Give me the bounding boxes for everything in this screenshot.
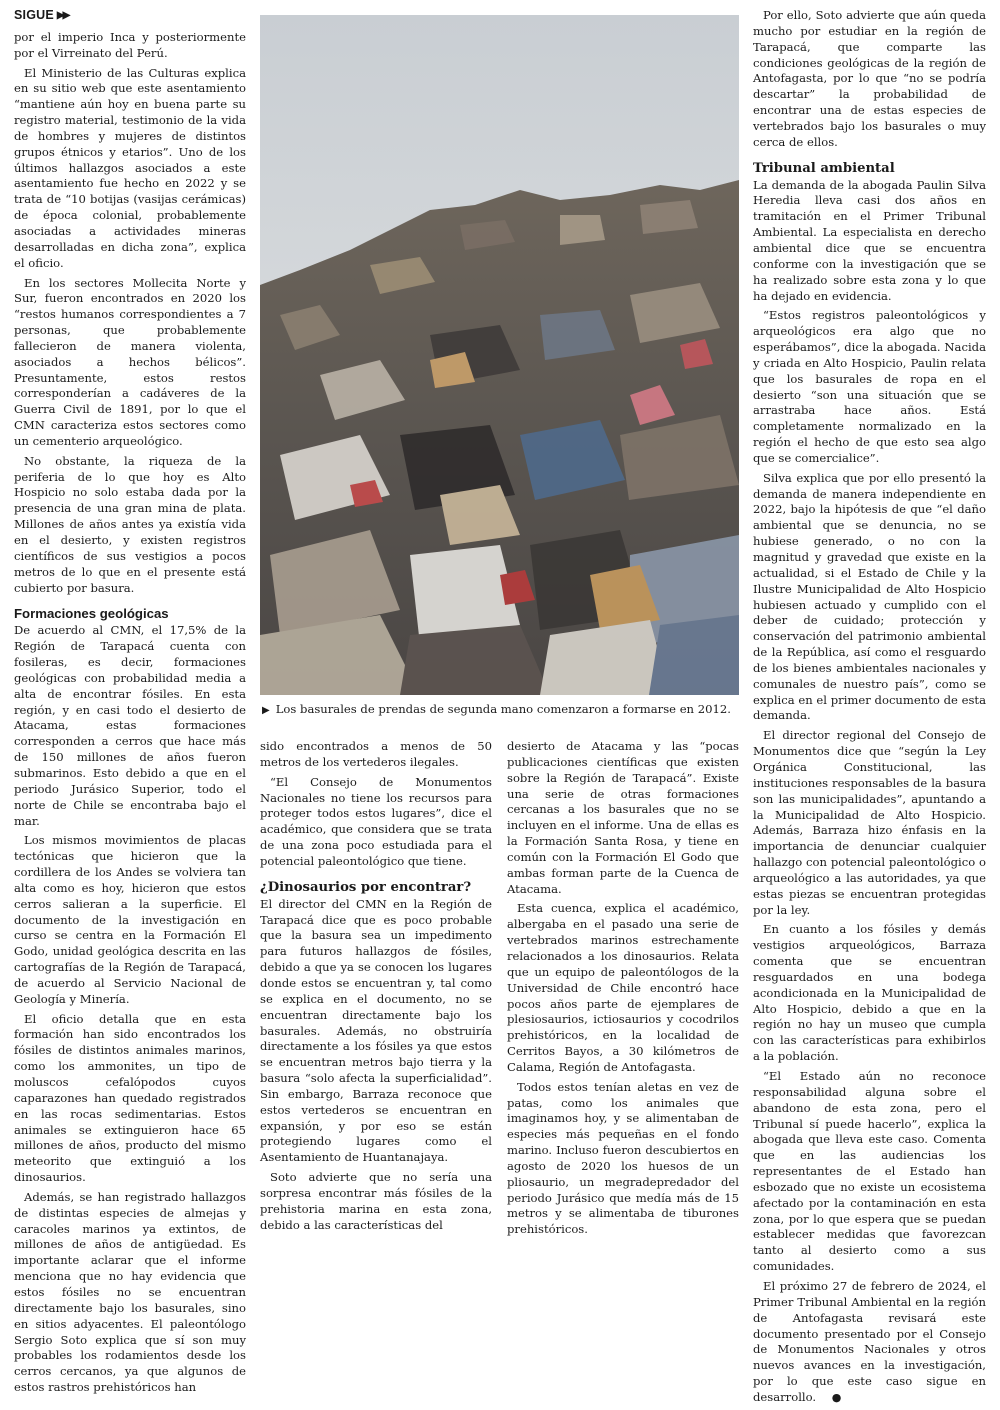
paragraph-text: El próximo 27 de febrero de 2024, el Primer Tribunal Ambiental en la región de Antofagasta revisará este documento presentado por el Consejo de Monumentos Nacionales y otros nuevos avances en la investigación, por lo que este caso sigue en desarrollo. (753, 1278, 986, 1404)
paragraph (753, 1279, 986, 1406)
continued-indicator (14, 8, 246, 24)
paragraph: sido encontrados a menos de 50 metros de los vertederos ilegales. (260, 739, 492, 769)
landfill-photo (260, 15, 739, 695)
caption-text: Los basurales de prendas de segunda mano comenzaron a formarse en 2012. (275, 702, 731, 716)
paragraph: Todos estos tenían aletas en vez de patas, como los animales que imaginamos hoy, y se alimentaban de especies más pequeñas en el fondo marino. Incluso fueron descubiertos en agosto de 2020 los huesos de un pliosaurio, un megradepredador del periodo Jurásico que medía más de 15 metros y se alimentaba de tiburones prehistóricos. (507, 1079, 739, 1237)
paragraph: Por ello, Soto advierte que aún queda mucho por estudiar en la región de Tarapacá, que comparte las condiciones geológicas de la región de Antofagasta, por lo que “no se podría descartar” la probabilidad de encontrar una de estas especies de vertebrados bajo los basurales o muy cerca de ellos. (753, 8, 986, 149)
article-column-2 (260, 739, 492, 1237)
double-arrow-icon: ▶▶ (56, 10, 69, 21)
paragraph: Los mismos movimientos de placas tectónicas que hicieron que la cordillera de los Andes se volviera tan alta como es hoy, hicieron que estos cerros salieran a la superficie. El documento de la investigación en curso se centra en la Formación El Godo, unidad geológica descrita en las cartografías de la Región de Tarapacá, de acuerdo al Servicio Nacional de Geología y Minería. (14, 833, 246, 1006)
end-of-article-icon: ● (831, 1390, 842, 1404)
paragraph: El director del CMN en la Región de Tarapacá dice que es poco probable que la basura sea un impedimento para futuros hallazgos de fósiles, debido a que ya se conocen los lugares donde estos se encuentran y, tal como se explica en el documento, no se encuentran directamente bajo los basurales. Además, no obstruiría directamente a los fósiles ya que estos se encuentran metros bajo tierra y la basura “solo afecta la superficialidad”. Sin embargo, Barraza reconoce que estos vertederos se encuentran en expansión, y por eso se están protegiendo lugares como el Asentamiento de Huantanajaya. (260, 896, 492, 1165)
article-column-4 (753, 8, 986, 1410)
photo-caption (262, 702, 739, 718)
section-heading-formaciones: Formaciones geológicas (14, 606, 169, 622)
paragraph: desierto de Atacama y las “pocas publicaciones científicas que existen sobre la Región de Tarapacá”. Existe una serie de otras formaciones cercanas a los basurales que no se incluyen en el informe. Una de ellas es la Formación Santa Rosa, y tiene en común con la Formación El Godo que ambas forman parte de la Cuenca de Atacama. (507, 739, 739, 896)
paragraph: La demanda de la abogada Paulin Silva Heredia lleva casi dos años en tramitación en el Primer Tribunal Ambiental. La especialista en derecho ambiental dice que se encuentra conforme con la investigación que se ha realizado sobre esta zona y lo que ha dejado en evidencia. (753, 177, 986, 303)
caption-marker-icon: ▶ (262, 705, 270, 716)
article-column-1 (14, 8, 246, 1400)
paragraph: Soto advierte que no sería una sorpresa encontrar más fósiles de la prehistoria marina en esta zona, debido a las características del (260, 1170, 492, 1232)
paragraph: No obstante, la riqueza de la periferia de lo que hoy es Alto Hospicio no solo estaba dada por la presencia de una gran mina de plata. Millones de años antes ya existía vida en el desierto, y existen registros científicos de sus vestigios a pocos metros de lo que en el presente está cubierto por basura. (14, 453, 246, 595)
paragraph: De acuerdo al CMN, el 17,5% de la Región de Tarapacá cuenta con fosileras, es decir, formaciones geológicas con probabilidad media a alta de encontrar fósiles. En esta región, y en casi todo el desierto de Atacama, estas formaciones corresponden a cerros que hace más de 150 millones de años fueron submarinos. Esto debido a que en el periodo Jurásico Superior, todo el norte de Chile se encontraba bajo el mar. (14, 623, 246, 828)
paragraph: Esta cuenca, explica el académico, albergaba en el pasado una serie de vertebrados marinos estrechamente relacionados a los dinosaurios. Relata que un equipo de paleontólogos de la Universidad de Chile encontró hace pocos años parte de ejemplares de plesiosaurios, ictiosaurios y cocodrilos prehistóricos, en la localidad de Cerritos Bayos, a 30 kilómetros de Calama, Región de Antofagasta. (507, 901, 739, 1074)
paragraph: Además, se han registrado hallazgos de distintas especies de almejas y caracoles marinos ya extintos, de millones de años de antigüedad. Es importante aclarar que el informe menciona que no hay evidencia que estos fósiles no se encuentran directamente bajo los basurales, sino en sitios adyacentes. El paleontólogo Sergio Soto explica que sí son muy probables los rodamientos desde los cerros cercanos, ya que algunos de estos rastros prehistóricos han (14, 1189, 246, 1395)
paragraph: El Ministerio de las Culturas explica en su sitio web que este asentamiento “mantiene aún hoy en buena parte su registro material, testimonio de la vida de hombres y mujeres de distintos grupos étnicos y etarios”. Uno de los últimos hallazgos asociados a este asentamiento fue hecho en 2022 y se trata de “10 botijas (vasijas cerámicas) de época colonial, probablemente asociadas a actividades mineras desarrolladas en dicha zona”, explica el oficio. (14, 65, 246, 270)
paragraph: El director regional del Consejo de Monumentos dice que “según la Ley Orgánica Constitucional, las instituciones responsables de la basura son las municipalidades”, apuntando a la Municipalidad de Alto Hospicio. Además, Barraza hizo énfasis en la importancia de denunciar cualquier hallazgo con potencial paleontológico o arqueológico a las autoridades, ya que estas piezas se encuentran protegidas por la ley. (753, 728, 986, 917)
section-heading-dinosaurios: ¿Dinosaurios por encontrar? (260, 879, 472, 895)
continued-label: SIGUE (14, 8, 54, 22)
paragraph: “El Estado aún no reconoce responsabilidad alguna sobre el abandono de esta zona, pero el Tribunal sí puede hacerlo”, explica la abogada que lleva este caso. Comenta que en las audiencias los representantes de el Estado han esbozado que no existe un ecosistema afectado por la contaminación en esta zona, por lo que espera que se puedan establecer medidas que favorezcan tanto al desierto como a sus comunidades. (753, 1069, 986, 1274)
section-heading-tribunal: Tribunal ambiental (753, 160, 895, 176)
paragraph: “Estos registros paleontológicos y arqueológicos era algo que no esperábamos”, dice la abogada. Nacida y criada en Alto Hospicio, Paulin relata que los basurales de ropa en el desierto “son una situación que se arrastraba hace años. Está completamente normalizado en la región el hecho de que esto sea algo que se comercialice”. (753, 308, 986, 465)
paragraph: “El Consejo de Monumentos Nacionales no tiene los recursos para proteger todos estos lugares”, dice el académico, que considera que se trata de una zona poco estudiada para el potencial paleontológico que tiene. (260, 774, 492, 868)
paragraph: Silva explica que por ello presentó la demanda de manera independiente en 2022, bajo la hipótesis de que “el daño ambiental que se denuncia, no se hubiese generado, o no con la magnitud y gravedad que existe en la actualidad, si el Estado de Chile y la Ilustre Municipalidad de Alto Hospicio hubiesen actuado y cumplido con el deber de cuidado; protección y conservación del patrimonio ambiental de la República, así como el resguardo de los bienes ambientales nacionales y comunales de nuestro país”, como se explica en el primer documento de esta demanda. (753, 470, 986, 723)
paragraph: El oficio detalla que en esta formación han sido encontrados los fósiles de distintos animales marinos, como los ammonites, un tipo de moluscos cefalópodos cuyos caparazones han quedado registrados en las rocas sedimentarias. Estos animales se extinguieron hace 65 millones de años, producto del mismo meteorito que extinguió a los dinosaurios. (14, 1011, 246, 1185)
paragraph: En los sectores Mollecita Norte y Sur, fueron encontrados en 2020 los “restos humanos correspondientes a 7 personas, que probablemente fallecieron de manera violenta, asociados a hechos bélicos”. Presuntamente, estos restos corresponderían a cadáveres de la Guerra Civil de 1891, por lo que el CMN caracteriza estos sectores como un cementerio arqueológico. (14, 275, 246, 448)
paragraph: En cuanto a los fósiles y demás vestigios arqueológicos, Barraza comenta que se encuentran resguardados en una bodega acondicionada en la Municipalidad de Alto Hospicio, debido a que en la región no hay un museo que cumpla con las características para exhibirlos a la población. (753, 922, 986, 1064)
paragraph: por el imperio Inca y posteriormente por el Virreinato del Perú. (14, 29, 246, 60)
